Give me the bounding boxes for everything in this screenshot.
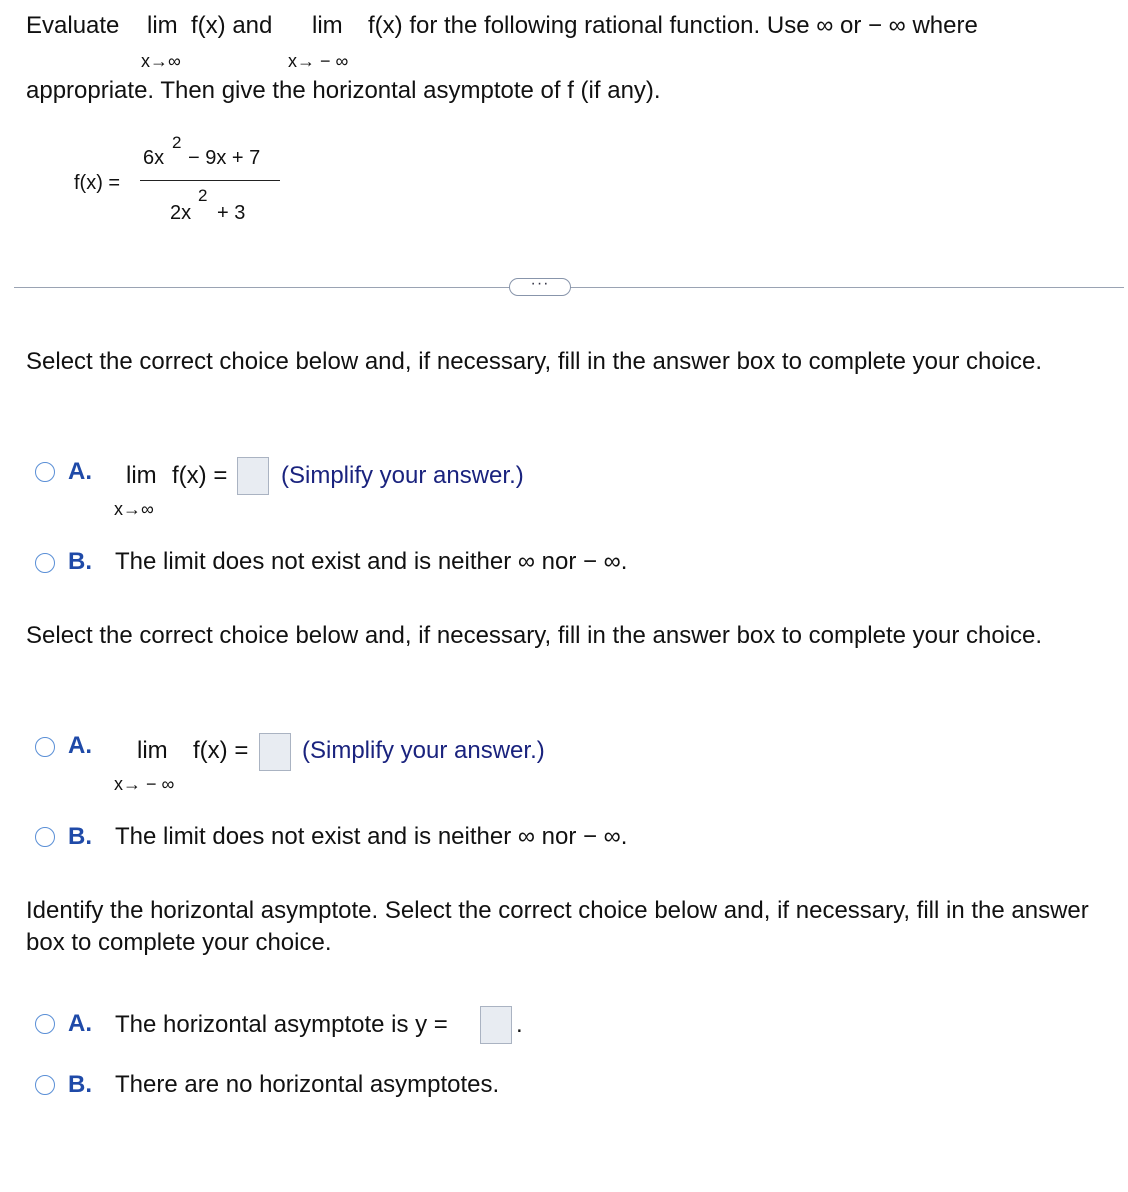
part2-choice-a-radio[interactable] bbox=[35, 737, 55, 757]
fraction-bar bbox=[140, 180, 280, 181]
prompt-sub-pos: x→∞ bbox=[141, 51, 181, 71]
denominator-lead: 2x bbox=[170, 202, 192, 224]
part3-choice-b-letter: B. bbox=[68, 1071, 92, 1098]
prompt-fx-and: f(x) and bbox=[191, 12, 273, 39]
part2-instruction: Select the correct choice below and, if necessary, fill in the answer box to complete your choice. bbox=[26, 622, 1043, 649]
part3-choice-b-text: There are no horizontal asymptotes. bbox=[115, 1071, 500, 1098]
prompt-sub-neg: x→ − ∞ bbox=[288, 51, 349, 71]
part2-answer-input[interactable] bbox=[259, 733, 291, 771]
part1-answer-input[interactable] bbox=[237, 457, 269, 495]
part1-choice-b-text: The limit does not exist and is neither ∞ nor − ∞. bbox=[115, 548, 628, 575]
part3-choice-a-text: The horizontal asymptote is y = bbox=[115, 1011, 448, 1038]
prompt-line2: appropriate. Then give the horizontal asymptote of f (if any). bbox=[26, 77, 661, 104]
function-lhs: f(x) = bbox=[74, 172, 121, 194]
prompt-lim-neg: lim bbox=[312, 12, 343, 39]
part3-choice-a-letter: A. bbox=[68, 1010, 92, 1037]
part3-choice-a-radio[interactable] bbox=[35, 1014, 55, 1034]
numerator-rest: − 9x + 7 bbox=[188, 147, 261, 169]
prompt-lim-pos: lim bbox=[147, 12, 178, 39]
part2-choice-a-lim: lim bbox=[137, 737, 168, 764]
part2-choice-b-radio[interactable] bbox=[35, 827, 55, 847]
denominator-rest: + 3 bbox=[217, 202, 246, 224]
part3-answer-input[interactable] bbox=[480, 1006, 512, 1044]
part2-choice-a-sub: x→ − ∞ bbox=[114, 774, 175, 794]
expand-button[interactable] bbox=[509, 275, 571, 296]
part1-choice-b-letter: B. bbox=[68, 548, 92, 575]
part1-choice-a-hint: (Simplify your answer.) bbox=[281, 462, 524, 489]
part2-choice-b-text: The limit does not exist and is neither ∞ nor − ∞. bbox=[115, 823, 628, 850]
part3-choice-a-period: . bbox=[516, 1011, 523, 1038]
part1-choice-a-fx: f(x) = bbox=[172, 462, 228, 489]
denominator-exponent: 2 bbox=[198, 186, 208, 205]
part1-choice-a-lim: lim bbox=[126, 462, 157, 489]
part3-choice-b-radio[interactable] bbox=[35, 1075, 55, 1095]
prompt-rest: f(x) for the following rational function. Use ∞ or − ∞ where bbox=[368, 12, 978, 39]
part1-choice-b-radio[interactable] bbox=[35, 553, 55, 573]
part2-choice-a-fx: f(x) = bbox=[193, 737, 249, 764]
prompt-evaluate: Evaluate bbox=[26, 12, 120, 39]
numerator-lead: 6x bbox=[143, 147, 165, 169]
part1-choice-a-letter: A. bbox=[68, 458, 92, 485]
part3-instruction: Identify the horizontal asymptote. Select the correct choice below and, if necessary, fill in the answer box to complete your choice. bbox=[26, 897, 1089, 956]
part1-choice-a-radio[interactable] bbox=[35, 462, 55, 482]
part2-choice-a-letter: A. bbox=[68, 732, 92, 759]
part2-choice-b-letter: B. bbox=[68, 823, 92, 850]
part1-instruction: Select the correct choice below and, if necessary, fill in the answer box to complete your choice. bbox=[26, 348, 1043, 375]
part2-choice-a-hint: (Simplify your answer.) bbox=[302, 737, 545, 764]
part1-choice-a-sub: x→∞ bbox=[114, 499, 154, 519]
numerator-exponent: 2 bbox=[172, 133, 182, 152]
ellipsis-icon: ··· bbox=[530, 275, 550, 292]
